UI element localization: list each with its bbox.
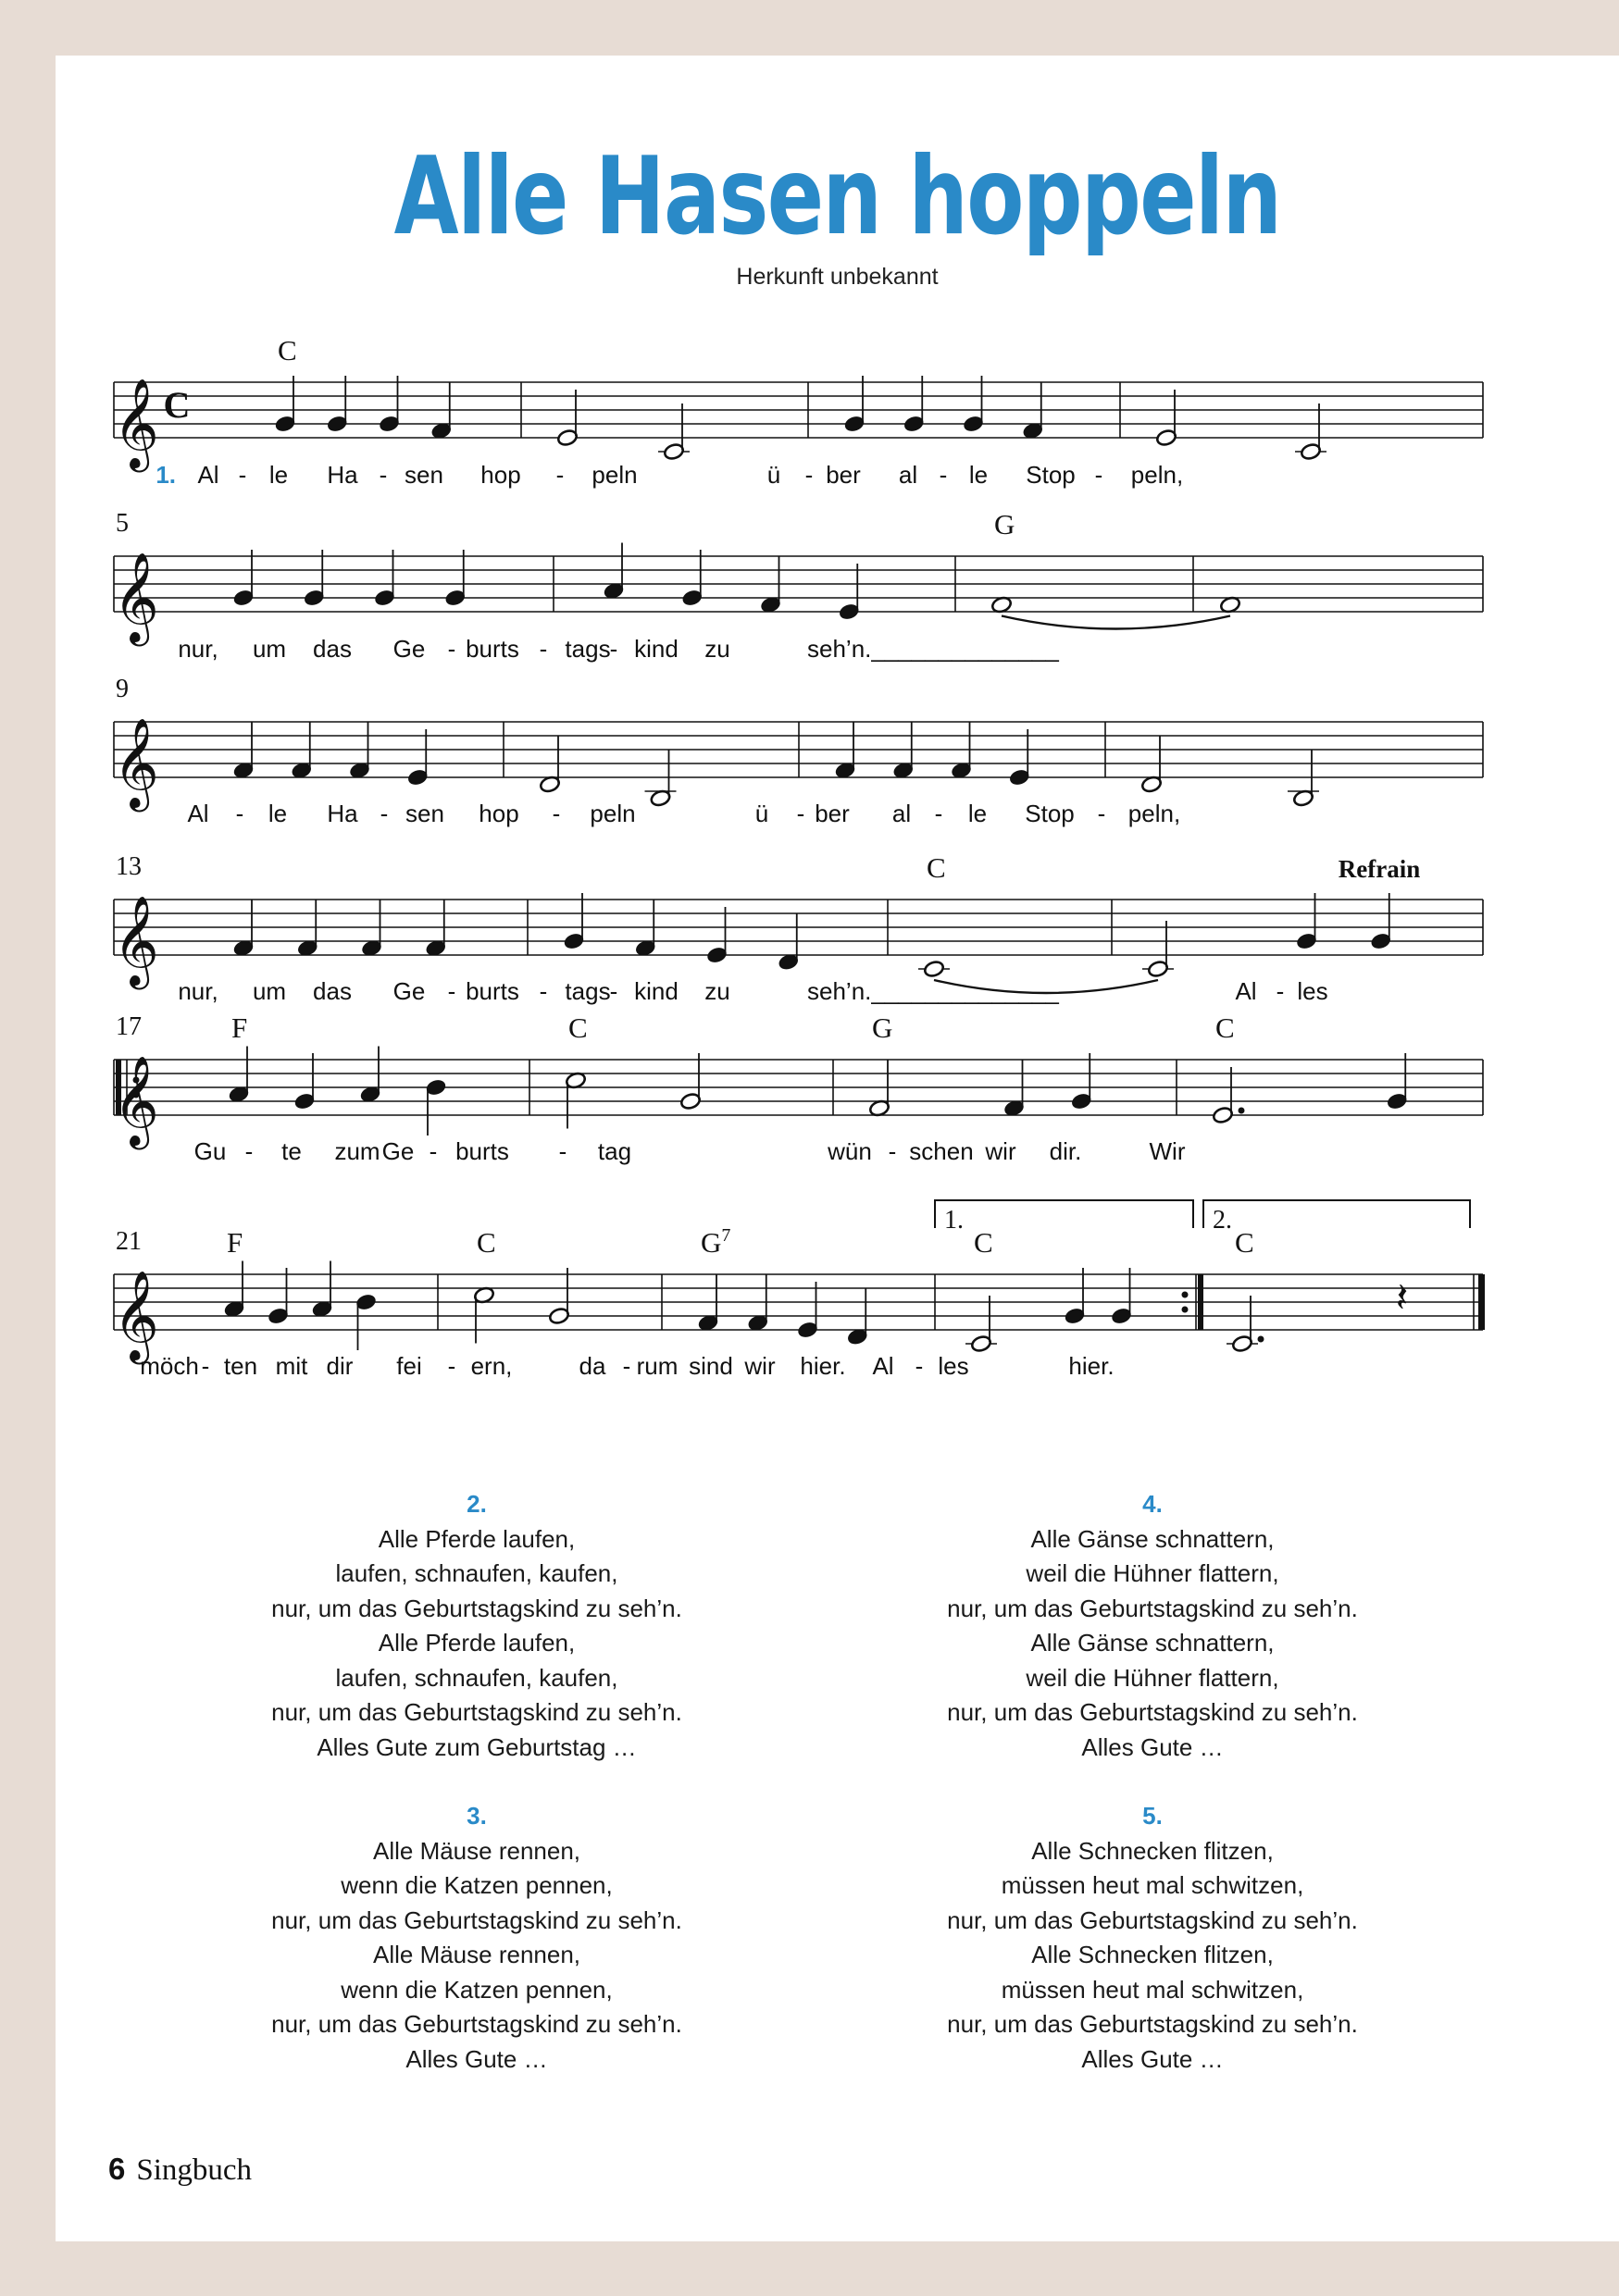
lyric-syllable: - <box>235 800 244 827</box>
lyric-syllable: ern, <box>470 1352 513 1380</box>
volta-bracket <box>1203 1200 1470 1228</box>
verse-line: nur, um das Geburtstagskind zu seh’n. <box>271 2010 682 2038</box>
volta-label: 1. <box>944 1206 964 1235</box>
treble-clef-icon: 𝄞 <box>113 552 159 642</box>
lyric-syllable: hop <box>480 461 521 489</box>
book-title: Singbuch <box>136 2153 253 2187</box>
verse-line: Alle Gänse schnattern, <box>1030 1524 1275 1553</box>
chord-symbol: F <box>227 1226 243 1259</box>
verse-line: laufen, schnaufen, kaufen, <box>335 1559 618 1587</box>
lyric-syllable: Al <box>187 800 209 827</box>
lyric-syllable: - <box>934 800 943 827</box>
verse-number: 4. <box>1142 1490 1163 1518</box>
lyric-syllable: - <box>447 977 456 1005</box>
lyric-syllable: Al <box>1235 977 1257 1005</box>
lyric-syllable: les <box>1297 977 1328 1005</box>
treble-clef-icon: 𝄞 <box>113 1055 159 1146</box>
chord-symbol: C <box>974 1226 993 1259</box>
lyric-syllable: - <box>447 635 456 663</box>
verse-line: Alles Gute … <box>1081 2044 1224 2073</box>
lyric-syllable: - <box>888 1137 897 1165</box>
lyric-syllable: peln <box>590 800 636 827</box>
lyric-syllable: mit <box>275 1352 308 1380</box>
lyric-syllable: kind <box>634 635 679 663</box>
verse-line: laufen, schnaufen, kaufen, <box>335 1663 618 1692</box>
lyric-syllable: Gu <box>193 1137 227 1165</box>
tie <box>1002 616 1230 629</box>
treble-clef-icon: 𝄞 <box>113 717 159 808</box>
verse-line: Alles Gute … <box>1081 1732 1224 1761</box>
treble-clef-icon: 𝄞 <box>113 1270 159 1360</box>
lyric-syllable: um <box>252 977 287 1005</box>
lyric-syllable: - <box>380 800 389 827</box>
repeat-dot <box>1182 1292 1189 1298</box>
lyric-syllable: sen <box>405 800 444 827</box>
lyric-syllable: al <box>891 800 912 827</box>
dot <box>1239 1108 1245 1114</box>
lyric-syllable: rum <box>636 1352 679 1380</box>
verse-4 <box>866 1487 1439 1765</box>
lyric-syllable: peln, <box>1130 461 1184 489</box>
lyric-syllable: tag <box>597 1137 632 1165</box>
lyric-syllable: schen <box>909 1137 974 1165</box>
time-signature: C <box>163 384 191 426</box>
volta-label: 2. <box>1213 1206 1232 1235</box>
lyric-syllable: Wir <box>1149 1137 1186 1165</box>
measure-number: 13 <box>116 852 142 881</box>
verse-line: nur, um das Geburtstagskind zu seh’n. <box>947 1594 1358 1622</box>
verse-number: 3. <box>467 1802 487 1830</box>
lyric-syllable: - <box>555 461 565 489</box>
lyric-syllable: zu <box>704 635 730 663</box>
note-head <box>923 960 945 978</box>
verse-5 <box>866 1799 1439 2077</box>
verse-line: Alles Gute … <box>405 2044 548 2073</box>
lyric-syllable: sind <box>689 1352 733 1380</box>
lyric-syllable: ber <box>815 800 850 827</box>
quarter-rest-icon: 𝄽 <box>1395 1274 1409 1322</box>
lyric-syllable: Ge <box>381 1137 415 1165</box>
treble-clef-icon: 𝄞 <box>113 895 159 986</box>
chord-symbol: C <box>927 851 946 884</box>
chord-symbol: C <box>278 334 297 366</box>
verse-line: nur, um das Geburtstagskind zu seh’n. <box>947 1905 1358 1934</box>
lyric-syllable: Stop <box>1026 461 1076 489</box>
lyric-syllable: tags <box>565 635 611 663</box>
lyric-syllable: zum <box>334 1137 380 1165</box>
lyric-syllable: - <box>796 800 805 827</box>
chord-symbol: $G^7$ <box>701 1225 731 1259</box>
verse-line: nur, um das Geburtstagskind zu seh’n. <box>947 2010 1358 2038</box>
verse-line: nur, um das Geburtstagskind zu seh’n. <box>947 1698 1358 1726</box>
lyric-syllable: ten <box>223 1352 258 1380</box>
verse-number: 2. <box>467 1490 487 1518</box>
treble-clef-icon: 𝄞 <box>113 378 159 468</box>
verse-line: Alle Schnecken flitzen, <box>1031 1836 1274 1865</box>
lyric-syllable: - <box>1276 977 1285 1005</box>
lyric-syllable: le <box>268 461 289 489</box>
sheet-music <box>56 56 1619 1444</box>
staff-system <box>114 722 1483 807</box>
lyric-syllable: um <box>252 635 287 663</box>
lyric-syllable: kind <box>634 977 679 1005</box>
volta-bracket <box>935 1200 1193 1228</box>
staff-system <box>114 376 1483 461</box>
verse-line: weil die Hühner flattern, <box>1026 1559 1279 1587</box>
lyric-syllable: hier. <box>800 1352 846 1380</box>
staff-system <box>114 543 1483 629</box>
lyric-syllable: le <box>268 800 288 827</box>
lyric-syllable: - <box>539 977 548 1005</box>
verse-line: wenn die Katzen pennen, <box>341 1871 613 1899</box>
lyric-syllable: - <box>1094 461 1103 489</box>
lyric-syllable: seh’n.______________ <box>807 977 1059 1005</box>
verse-line: nur, um das Geburtstagskind zu seh’n. <box>271 1594 682 1622</box>
staff-system <box>114 1200 1485 1353</box>
lyric-syllable: da <box>579 1352 606 1380</box>
lyric-syllable: Ha <box>327 461 358 489</box>
lyric-syllable: Al <box>872 1352 894 1380</box>
lyric-syllable: dir. <box>1049 1137 1082 1165</box>
lyric-syllable: - <box>379 461 388 489</box>
verse-2 <box>190 1487 764 1765</box>
lyric-syllable: ü <box>754 800 769 827</box>
lyric-syllable: te <box>281 1137 302 1165</box>
repeat-end-barline <box>1198 1274 1203 1330</box>
staff-system <box>114 1047 1483 1136</box>
verse-line: Alle Mäuse rennen, <box>372 1836 581 1865</box>
verse-line: Alles Gute zum Geburtstag … <box>317 1732 637 1761</box>
chord-superscript: 7 <box>721 1225 731 1246</box>
lyric-syllable: sen <box>405 461 443 489</box>
songbook-page <box>56 56 1619 2241</box>
verse-line: müssen heut mal schwitzen, <box>1001 1975 1304 2004</box>
lyric-syllable: - <box>238 461 247 489</box>
refrain-label: Refrain <box>1338 855 1421 883</box>
verse-line: nur, um das Geburtstagskind zu seh’n. <box>271 1698 682 1726</box>
final-barline <box>1478 1274 1485 1330</box>
measure-number: 21 <box>116 1227 142 1256</box>
lyric-syllable: Stop <box>1025 800 1075 827</box>
lyric-syllable: - <box>622 1352 631 1380</box>
lyric-syllable: - <box>558 1137 567 1165</box>
lyric-syllable: - <box>1097 800 1106 827</box>
lyric-syllable: wün <box>828 1137 872 1165</box>
lyric-syllable: das <box>313 635 352 663</box>
lyric-syllable: ü <box>766 461 781 489</box>
lyric-syllable: peln, <box>1127 800 1181 827</box>
lyric-syllable: le <box>967 800 988 827</box>
lyric-syllable: Al <box>197 461 219 489</box>
lyric-syllable: - <box>609 977 618 1005</box>
chord-symbol: G <box>994 508 1015 540</box>
verse-line: Alle Schnecken flitzen, <box>1031 1941 1274 1968</box>
lyric-syllable: burts <box>455 1137 509 1165</box>
lyric-syllable: fei <box>396 1352 422 1380</box>
verse-number: 5. <box>1142 1802 1163 1830</box>
lyric-syllable: - <box>201 1352 210 1380</box>
lyric-syllable: burts <box>466 977 519 1005</box>
lyric-syllable: zu <box>704 977 730 1005</box>
chord-symbol: C <box>1215 1011 1235 1044</box>
lyric-syllable: hop <box>479 800 519 827</box>
chord-symbol: F <box>231 1011 248 1044</box>
lyric-syllable: - <box>539 635 548 663</box>
lyric-syllable: - <box>244 1137 254 1165</box>
lyric-syllable: le <box>968 461 989 489</box>
lyric-syllable: - <box>804 461 814 489</box>
measure-number: 5 <box>116 509 129 538</box>
verse-line: Alle Mäuse rennen, <box>372 1941 581 1968</box>
verse-line: Alle Pferde laufen, <box>378 1629 576 1657</box>
lyric-syllable: dir <box>326 1352 354 1380</box>
lyric-syllable: - <box>552 800 561 827</box>
lyric-syllable: al <box>898 461 918 489</box>
lyric-syllable: wir <box>985 1137 1016 1165</box>
lyric-syllable: - <box>429 1137 438 1165</box>
verse-line: weil die Hühner flattern, <box>1026 1663 1279 1692</box>
lyric-syllable: les <box>938 1352 969 1380</box>
dot <box>1258 1336 1264 1343</box>
page-footer <box>108 2152 252 2188</box>
lyric-syllable: tags <box>565 977 611 1005</box>
chord-symbol: C <box>1235 1226 1254 1259</box>
chord-symbol: C <box>568 1011 588 1044</box>
verse-line: müssen heut mal schwitzen, <box>1001 1871 1304 1899</box>
lyric-syllable: - <box>939 461 948 489</box>
lyric-syllable: burts <box>466 635 519 663</box>
lyric-syllable: - <box>447 1352 456 1380</box>
lyric-syllable: möch <box>140 1352 199 1380</box>
lyric-syllable: nur, <box>178 977 218 1005</box>
lyric-syllable: hier. <box>1068 1352 1115 1380</box>
verse-line: wenn die Katzen pennen, <box>341 1975 613 2004</box>
lyric-syllable: Ge <box>392 977 426 1005</box>
verse-line: nur, um das Geburtstagskind zu seh’n. <box>271 1905 682 1934</box>
measure-number: 9 <box>116 675 129 703</box>
lyric-syllable: nur, <box>178 635 218 663</box>
song-origin: Herkunft unbekannt <box>736 264 939 290</box>
lyric-syllable: - <box>915 1352 924 1380</box>
verse-line: Alle Pferde laufen, <box>378 1524 576 1553</box>
lyric-syllable: wir <box>744 1352 776 1380</box>
lyric-syllable: Ha <box>327 800 358 827</box>
verse-line: Alle Gänse schnattern, <box>1030 1629 1275 1657</box>
verse-number: 1. <box>156 461 176 489</box>
lyric-syllable: Ge <box>392 635 426 663</box>
page-number: 6 <box>108 2152 126 2186</box>
lyric-syllable: ber <box>826 461 861 489</box>
repeat-dot <box>1182 1307 1189 1313</box>
chord-symbol: C <box>477 1226 496 1259</box>
lyric-syllable: - <box>609 635 618 663</box>
lyric-syllable: peln <box>592 461 638 489</box>
measure-number: 17 <box>116 1012 142 1041</box>
verse-3 <box>190 1799 764 2077</box>
lyric-syllable: seh’n.______________ <box>807 635 1059 663</box>
song-title: Alle Hasen hoppeln <box>393 134 1281 259</box>
lyric-syllable: das <box>313 977 352 1005</box>
chord-symbol: G <box>872 1011 893 1044</box>
